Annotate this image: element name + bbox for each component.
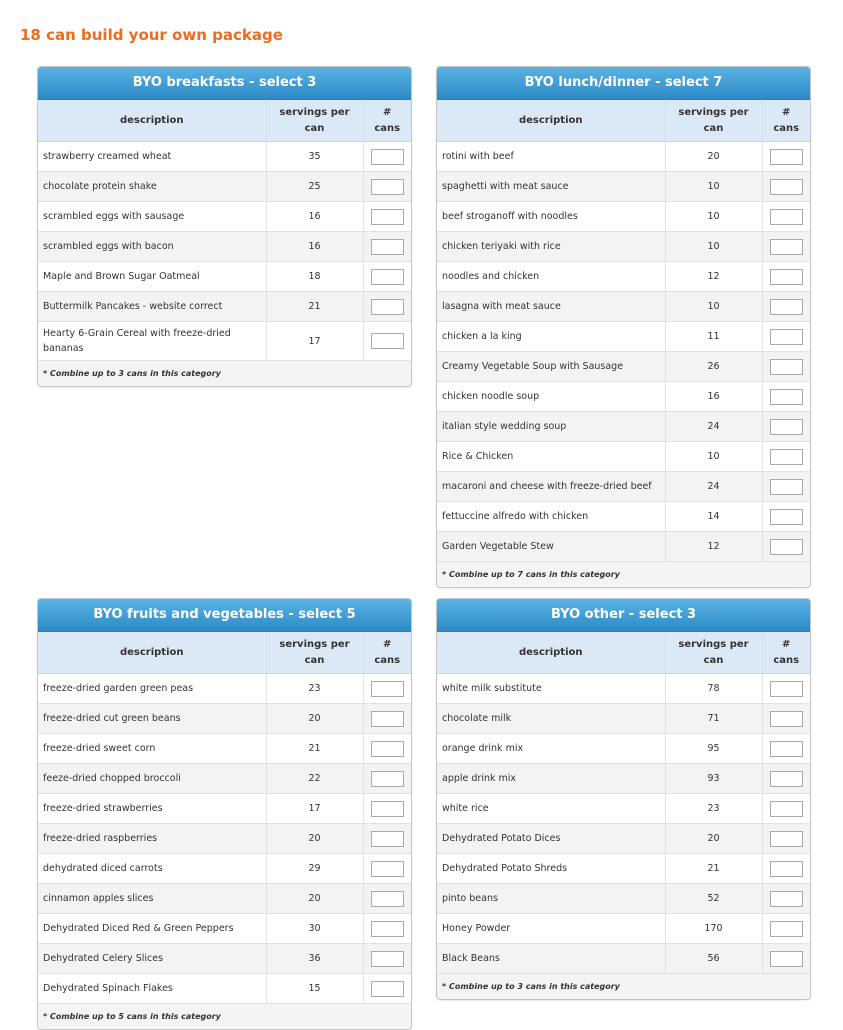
- cans-cell: [762, 704, 810, 734]
- cans-quantity-input[interactable]: [770, 239, 803, 255]
- cans-quantity-input[interactable]: [770, 449, 803, 465]
- servings-per-can: 11: [665, 322, 762, 352]
- column-header-description: description: [38, 632, 266, 674]
- cans-quantity-input[interactable]: [371, 239, 404, 255]
- cans-cell: [363, 854, 411, 884]
- cans-cell: [363, 764, 411, 794]
- cans-cell: [363, 704, 411, 734]
- cans-cell: [363, 262, 411, 292]
- cans-cell: [762, 914, 810, 944]
- table-row: [38, 674, 411, 704]
- cans-quantity-input[interactable]: [770, 771, 803, 787]
- cans-cell: [762, 674, 810, 704]
- servings-per-can: 20: [665, 142, 762, 172]
- cans-cell: [363, 734, 411, 764]
- cans-cell: [762, 142, 810, 172]
- table-row: [38, 734, 411, 764]
- panel-breakfasts: [37, 66, 412, 387]
- cans-cell: [762, 884, 810, 914]
- item-description: chocolate milk: [437, 704, 665, 734]
- cans-quantity-input[interactable]: [371, 209, 404, 225]
- item-description: chicken noodle soup: [437, 382, 665, 412]
- servings-per-can: 20: [266, 704, 363, 734]
- servings-per-can: 78: [665, 674, 762, 704]
- servings-per-can: 20: [266, 884, 363, 914]
- item-description: freeze-dried garden green peas: [38, 674, 266, 704]
- cans-cell: [762, 854, 810, 884]
- cans-quantity-input[interactable]: [371, 801, 404, 817]
- servings-per-can: 17: [266, 322, 363, 361]
- category-note: * Combine up to 3 cans in this category: [437, 973, 810, 999]
- servings-per-can: 16: [266, 232, 363, 262]
- cans-cell: [363, 232, 411, 262]
- servings-per-can: 21: [266, 734, 363, 764]
- cans-cell: [762, 382, 810, 412]
- table-row: [38, 704, 411, 734]
- cans-quantity-input[interactable]: [770, 329, 803, 345]
- cans-cell: [762, 944, 810, 974]
- cans-cell: [363, 884, 411, 914]
- table-row: [437, 412, 810, 442]
- panel-title: BYO breakfasts - select 3: [38, 67, 411, 100]
- column-header-description: description: [38, 100, 266, 142]
- table-row: [437, 262, 810, 292]
- item-description: Hearty 6-Grain Cereal with freeze-dried bananas: [38, 322, 266, 361]
- table-row: [437, 854, 810, 884]
- cans-quantity-input[interactable]: [371, 951, 404, 967]
- item-description: Buttermilk Pancakes - website correct: [38, 292, 266, 322]
- table-row: [437, 142, 810, 172]
- cans-quantity-input[interactable]: [770, 921, 803, 937]
- table-row: [38, 914, 411, 944]
- cans-quantity-input[interactable]: [371, 299, 404, 315]
- column-header-servings: servings per can: [266, 632, 363, 674]
- table-row: [437, 704, 810, 734]
- servings-per-can: 93: [665, 764, 762, 794]
- table-row: [38, 764, 411, 794]
- panel-other: [436, 598, 811, 1000]
- cans-quantity-input[interactable]: [770, 711, 803, 727]
- cans-cell: [762, 352, 810, 382]
- servings-per-can: 52: [665, 884, 762, 914]
- table-row: [38, 824, 411, 854]
- servings-per-can: 17: [266, 794, 363, 824]
- panel-title: BYO other - select 3: [437, 599, 810, 632]
- cans-cell: [363, 974, 411, 1004]
- cans-quantity-input[interactable]: [770, 861, 803, 877]
- product-table: [437, 632, 810, 973]
- cans-quantity-input[interactable]: [770, 269, 803, 285]
- item-description: noodles and chicken: [437, 262, 665, 292]
- servings-per-can: 23: [665, 794, 762, 824]
- item-description: scrambled eggs with sausage: [38, 202, 266, 232]
- table-row: [437, 352, 810, 382]
- item-description: Maple and Brown Sugar Oatmeal: [38, 262, 266, 292]
- item-description: spaghetti with meat sauce: [437, 172, 665, 202]
- column-header-description: description: [437, 632, 665, 674]
- table-row: [38, 232, 411, 262]
- cans-cell: [762, 292, 810, 322]
- cans-quantity-input[interactable]: [770, 741, 803, 757]
- panel-title: BYO lunch/dinner - select 7: [437, 67, 810, 100]
- table-row: [437, 532, 810, 562]
- column-header-servings: servings per can: [665, 632, 762, 674]
- cans-cell: [363, 202, 411, 232]
- item-description: chicken a la king: [437, 322, 665, 352]
- cans-quantity-input[interactable]: [770, 539, 803, 555]
- item-description: macaroni and cheese with freeze-dried beef: [437, 472, 665, 502]
- item-description: cinnamon apples slices: [38, 884, 266, 914]
- servings-per-can: 24: [665, 412, 762, 442]
- servings-per-can: 10: [665, 442, 762, 472]
- item-description: Black Beans: [437, 944, 665, 974]
- cans-cell: [762, 764, 810, 794]
- item-description: italian style wedding soup: [437, 412, 665, 442]
- table-row: [38, 172, 411, 202]
- cans-quantity-input[interactable]: [371, 981, 404, 997]
- cans-quantity-input[interactable]: [770, 479, 803, 495]
- table-row: [437, 202, 810, 232]
- item-description: beef stroganoff with noodles: [437, 202, 665, 232]
- table-row: [437, 794, 810, 824]
- cans-cell: [762, 794, 810, 824]
- servings-per-can: 95: [665, 734, 762, 764]
- table-row: [437, 292, 810, 322]
- item-description: chocolate protein shake: [38, 172, 266, 202]
- item-description: Rice & Chicken: [437, 442, 665, 472]
- item-description: apple drink mix: [437, 764, 665, 794]
- item-description: Dehydrated Potato Shreds: [437, 854, 665, 884]
- item-description: Dehydrated Spinach Flakes: [38, 974, 266, 1004]
- cans-quantity-input[interactable]: [770, 509, 803, 525]
- column-header-cans: # cans: [762, 632, 810, 674]
- item-description: freeze-dried cut green beans: [38, 704, 266, 734]
- cans-quantity-input[interactable]: [770, 951, 803, 967]
- column-header-servings: servings per can: [665, 100, 762, 142]
- cans-cell: [363, 142, 411, 172]
- table-row: [437, 944, 810, 974]
- cans-cell: [762, 442, 810, 472]
- servings-per-can: 71: [665, 704, 762, 734]
- servings-per-can: 36: [266, 944, 363, 974]
- product-table: [38, 100, 411, 360]
- servings-per-can: 29: [266, 854, 363, 884]
- cans-cell: [363, 172, 411, 202]
- column-header-cans: # cans: [762, 100, 810, 142]
- item-description: orange drink mix: [437, 734, 665, 764]
- table-row: [38, 292, 411, 322]
- servings-per-can: 56: [665, 944, 762, 974]
- servings-per-can: 12: [665, 262, 762, 292]
- cans-quantity-input[interactable]: [770, 681, 803, 697]
- servings-per-can: 21: [665, 854, 762, 884]
- item-description: dehydrated diced carrots: [38, 854, 266, 884]
- servings-per-can: 170: [665, 914, 762, 944]
- cans-cell: [762, 502, 810, 532]
- category-note: * Combine up to 5 cans in this category: [38, 1003, 411, 1029]
- table-row: [437, 232, 810, 262]
- table-row: [38, 794, 411, 824]
- cans-cell: [762, 262, 810, 292]
- servings-per-can: 18: [266, 262, 363, 292]
- item-description: strawberry creamed wheat: [38, 142, 266, 172]
- cans-cell: [363, 292, 411, 322]
- item-description: scrambled eggs with bacon: [38, 232, 266, 262]
- item-description: white milk substitute: [437, 674, 665, 704]
- servings-per-can: 23: [266, 674, 363, 704]
- category-note: * Combine up to 3 cans in this category: [38, 360, 411, 386]
- cans-cell: [762, 232, 810, 262]
- cans-quantity-input[interactable]: [371, 681, 404, 697]
- item-description: freeze-dried sweet corn: [38, 734, 266, 764]
- table-row: [38, 854, 411, 884]
- cans-cell: [363, 824, 411, 854]
- table-row: [437, 764, 810, 794]
- cans-quantity-input[interactable]: [371, 921, 404, 937]
- item-description: pinto beans: [437, 884, 665, 914]
- servings-per-can: 10: [665, 202, 762, 232]
- item-description: freeze-dried raspberries: [38, 824, 266, 854]
- item-description: rotini with beef: [437, 142, 665, 172]
- product-table: [437, 100, 810, 561]
- cans-quantity-input[interactable]: [371, 711, 404, 727]
- page-title: 18 can build your own package: [20, 26, 283, 44]
- cans-quantity-input[interactable]: [770, 801, 803, 817]
- cans-cell: [762, 532, 810, 562]
- table-row: [38, 202, 411, 232]
- table-row: [38, 322, 411, 361]
- servings-per-can: 20: [665, 824, 762, 854]
- cans-cell: [363, 322, 411, 361]
- table-row: [38, 884, 411, 914]
- servings-per-can: 25: [266, 172, 363, 202]
- table-row: [38, 142, 411, 172]
- table-row: [437, 884, 810, 914]
- table-row: [437, 442, 810, 472]
- column-header-description: description: [437, 100, 665, 142]
- cans-cell: [762, 412, 810, 442]
- cans-quantity-input[interactable]: [371, 891, 404, 907]
- cans-cell: [363, 674, 411, 704]
- cans-quantity-input[interactable]: [371, 179, 404, 195]
- table-row: [38, 944, 411, 974]
- item-description: freeze-dried strawberries: [38, 794, 266, 824]
- servings-per-can: 30: [266, 914, 363, 944]
- servings-per-can: 10: [665, 172, 762, 202]
- column-header-cans: # cans: [363, 100, 411, 142]
- servings-per-can: 15: [266, 974, 363, 1004]
- servings-per-can: 21: [266, 292, 363, 322]
- table-row: [437, 382, 810, 412]
- column-header-servings: servings per can: [266, 100, 363, 142]
- cans-quantity-input[interactable]: [371, 149, 404, 165]
- category-note: * Combine up to 7 cans in this category: [437, 561, 810, 587]
- table-row: [437, 322, 810, 352]
- panel-title: BYO fruits and vegetables - select 5: [38, 599, 411, 632]
- table-row: [437, 472, 810, 502]
- item-description: Dehydrated Diced Red & Green Peppers: [38, 914, 266, 944]
- cans-quantity-input[interactable]: [770, 419, 803, 435]
- servings-per-can: 35: [266, 142, 363, 172]
- item-description: Dehydrated Celery Slices: [38, 944, 266, 974]
- servings-per-can: 22: [266, 764, 363, 794]
- product-table: [38, 632, 411, 1003]
- cans-cell: [762, 172, 810, 202]
- cans-cell: [762, 322, 810, 352]
- servings-per-can: 16: [665, 382, 762, 412]
- table-row: [437, 172, 810, 202]
- table-row: [437, 502, 810, 532]
- servings-per-can: 16: [266, 202, 363, 232]
- cans-quantity-input[interactable]: [770, 831, 803, 847]
- cans-quantity-input[interactable]: [770, 891, 803, 907]
- cans-quantity-input[interactable]: [770, 149, 803, 165]
- column-header-cans: # cans: [363, 632, 411, 674]
- cans-cell: [363, 944, 411, 974]
- cans-quantity-input[interactable]: [770, 179, 803, 195]
- servings-per-can: 14: [665, 502, 762, 532]
- servings-per-can: 10: [665, 232, 762, 262]
- cans-cell: [363, 914, 411, 944]
- table-row: [437, 734, 810, 764]
- cans-quantity-input[interactable]: [371, 861, 404, 877]
- cans-cell: [762, 472, 810, 502]
- cans-quantity-input[interactable]: [770, 299, 803, 315]
- cans-cell: [762, 824, 810, 854]
- panel-fruits-vegetables: [37, 598, 412, 1030]
- item-description: Garden Vegetable Stew: [437, 532, 665, 562]
- cans-quantity-input[interactable]: [371, 771, 404, 787]
- table-row: [38, 262, 411, 292]
- item-description: fettuccine alfredo with chicken: [437, 502, 665, 532]
- item-description: feeze-dried chopped broccoli: [38, 764, 266, 794]
- servings-per-can: 12: [665, 532, 762, 562]
- cans-quantity-input[interactable]: [770, 359, 803, 375]
- table-row: [38, 974, 411, 1004]
- cans-cell: [363, 794, 411, 824]
- item-description: Dehydrated Potato Dices: [437, 824, 665, 854]
- cans-quantity-input[interactable]: [371, 831, 404, 847]
- table-row: [437, 914, 810, 944]
- item-description: chicken teriyaki with rice: [437, 232, 665, 262]
- item-description: white rice: [437, 794, 665, 824]
- table-row: [437, 824, 810, 854]
- cans-quantity-input[interactable]: [371, 269, 404, 285]
- servings-per-can: 24: [665, 472, 762, 502]
- cans-quantity-input[interactable]: [770, 209, 803, 225]
- item-description: Creamy Vegetable Soup with Sausage: [437, 352, 665, 382]
- item-description: lasagna with meat sauce: [437, 292, 665, 322]
- cans-quantity-input[interactable]: [371, 741, 404, 757]
- cans-quantity-input[interactable]: [770, 389, 803, 405]
- item-description: Honey Powder: [437, 914, 665, 944]
- cans-cell: [762, 202, 810, 232]
- panel-lunch-dinner: [436, 66, 811, 588]
- servings-per-can: 26: [665, 352, 762, 382]
- cans-cell: [762, 734, 810, 764]
- table-row: [437, 674, 810, 704]
- servings-per-can: 10: [665, 292, 762, 322]
- servings-per-can: 20: [266, 824, 363, 854]
- cans-quantity-input[interactable]: [371, 333, 404, 349]
